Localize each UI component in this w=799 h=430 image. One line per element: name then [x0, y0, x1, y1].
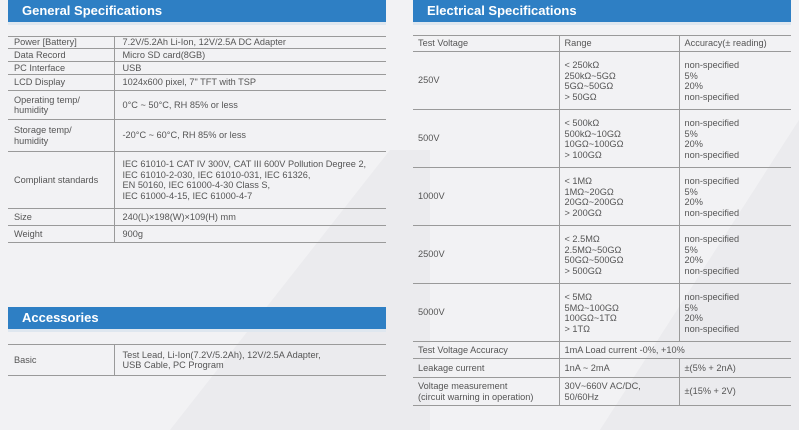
- general-specifications-header: General Specifications: [8, 0, 386, 22]
- table-row: [8, 209, 386, 226]
- accuracy-cell: non-specified 5% 20% non-specified: [679, 110, 791, 168]
- accuracy-cell: non-specified 5% 20% non-specified: [679, 168, 791, 226]
- range-cell: < 1MΩ 1MΩ~20GΩ 20GΩ~200GΩ > 200GΩ: [559, 168, 679, 226]
- table-row: [8, 75, 386, 91]
- table-row: [413, 110, 791, 168]
- row-label: Operating temp/ humidity: [8, 91, 114, 120]
- test-voltage: 250V: [413, 52, 559, 110]
- test-voltage: 5000V: [413, 284, 559, 342]
- column-header: Range: [559, 36, 679, 52]
- row-value: Micro SD card(8GB): [114, 49, 386, 62]
- table-row: [8, 120, 386, 152]
- row-value: 7.2V/5.2Ah Li-Ion, 12V/2.5A DC Adapter: [114, 37, 386, 49]
- row-value: -20°C ~ 60°C, RH 85% or less: [114, 120, 386, 152]
- row-value: 240(L)×198(W)×109(H) mm: [114, 209, 386, 226]
- accessories-header: Accessories: [8, 307, 386, 329]
- range-cell: < 5MΩ 5MΩ~100GΩ 100GΩ~1TΩ > 1TΩ: [559, 284, 679, 342]
- row-label: Test Voltage Accuracy: [413, 342, 559, 359]
- general-specifications-table: [8, 36, 386, 243]
- accuracy-cell: ±(15% + 2V): [679, 378, 791, 406]
- accuracy-cell: ±(5% + 2nA): [679, 359, 791, 378]
- row-label: Compliant standards: [8, 152, 114, 209]
- row-label: Weight: [8, 226, 114, 243]
- range-cell: < 250kΩ 250kΩ~5GΩ 5GΩ~50GΩ > 50GΩ: [559, 52, 679, 110]
- row-value: 1mA Load current -0%, +10%: [559, 342, 791, 359]
- table-row: [8, 152, 386, 209]
- accuracy-cell: non-specified 5% 20% non-specified: [679, 284, 791, 342]
- accessories-table: [8, 344, 386, 376]
- row-label: Leakage current: [413, 359, 559, 378]
- row-value: USB: [114, 62, 386, 75]
- table-row: [413, 284, 791, 342]
- row-value: 0°C ~ 50°C, RH 85% or less: [114, 91, 386, 120]
- row-label: LCD Display: [8, 75, 114, 91]
- test-voltage: 2500V: [413, 226, 559, 284]
- row-label: Size: [8, 209, 114, 226]
- test-voltage: 1000V: [413, 168, 559, 226]
- table-row: [8, 226, 386, 243]
- table-row: [413, 168, 791, 226]
- row-value: Test Lead, Li-Ion(7.2V/5.2Ah), 12V/2.5A Adapter, USB Cable, PC Program: [114, 345, 386, 376]
- table-row: [8, 62, 386, 75]
- table-row: [8, 37, 386, 49]
- column-header: Test Voltage: [413, 36, 559, 52]
- table-row: [413, 378, 791, 406]
- accuracy-cell: non-specified 5% 20% non-specified: [679, 52, 791, 110]
- row-label: Power [Battery]: [8, 37, 114, 49]
- table-header-row: [413, 36, 791, 52]
- table-row: [413, 226, 791, 284]
- row-value: IEC 61010-1 CAT IV 300V, CAT III 600V Pollution Degree 2, IEC 61010-2-030, IEC 61010-031, IEC 61326, EN 50160, IEC 61000-4-30 Class S, IEC 61000-4-15, IEC 61000-4-7: [114, 152, 386, 209]
- range-cell: < 2.5MΩ 2.5MΩ~50GΩ 50GΩ~500GΩ > 500GΩ: [559, 226, 679, 284]
- table-row: [8, 345, 386, 376]
- table-row: [413, 359, 791, 378]
- test-voltage: 500V: [413, 110, 559, 168]
- table-row: [8, 91, 386, 120]
- row-label: Storage temp/ humidity: [8, 120, 114, 152]
- row-label: Voltage measurement (circuit warning in operation): [413, 378, 559, 406]
- row-value: 1024x600 pixel, 7" TFT with TSP: [114, 75, 386, 91]
- accuracy-cell: non-specified 5% 20% non-specified: [679, 226, 791, 284]
- column-header: Accuracy(± reading): [679, 36, 791, 52]
- row-label: PC Interface: [8, 62, 114, 75]
- range-cell: < 500kΩ 500kΩ~10GΩ 10GΩ~100GΩ > 100GΩ: [559, 110, 679, 168]
- table-row: [413, 52, 791, 110]
- table-row: [413, 342, 791, 359]
- electrical-specifications-header: Electrical Specifications: [413, 0, 791, 22]
- row-label: Basic: [8, 345, 114, 376]
- row-value: 900g: [114, 226, 386, 243]
- range-cell: 30V~660V AC/DC, 50/60Hz: [559, 378, 679, 406]
- range-cell: 1nA ~ 2mA: [559, 359, 679, 378]
- electrical-specifications-table: [413, 35, 791, 406]
- row-label: Data Record: [8, 49, 114, 62]
- table-row: [8, 49, 386, 62]
